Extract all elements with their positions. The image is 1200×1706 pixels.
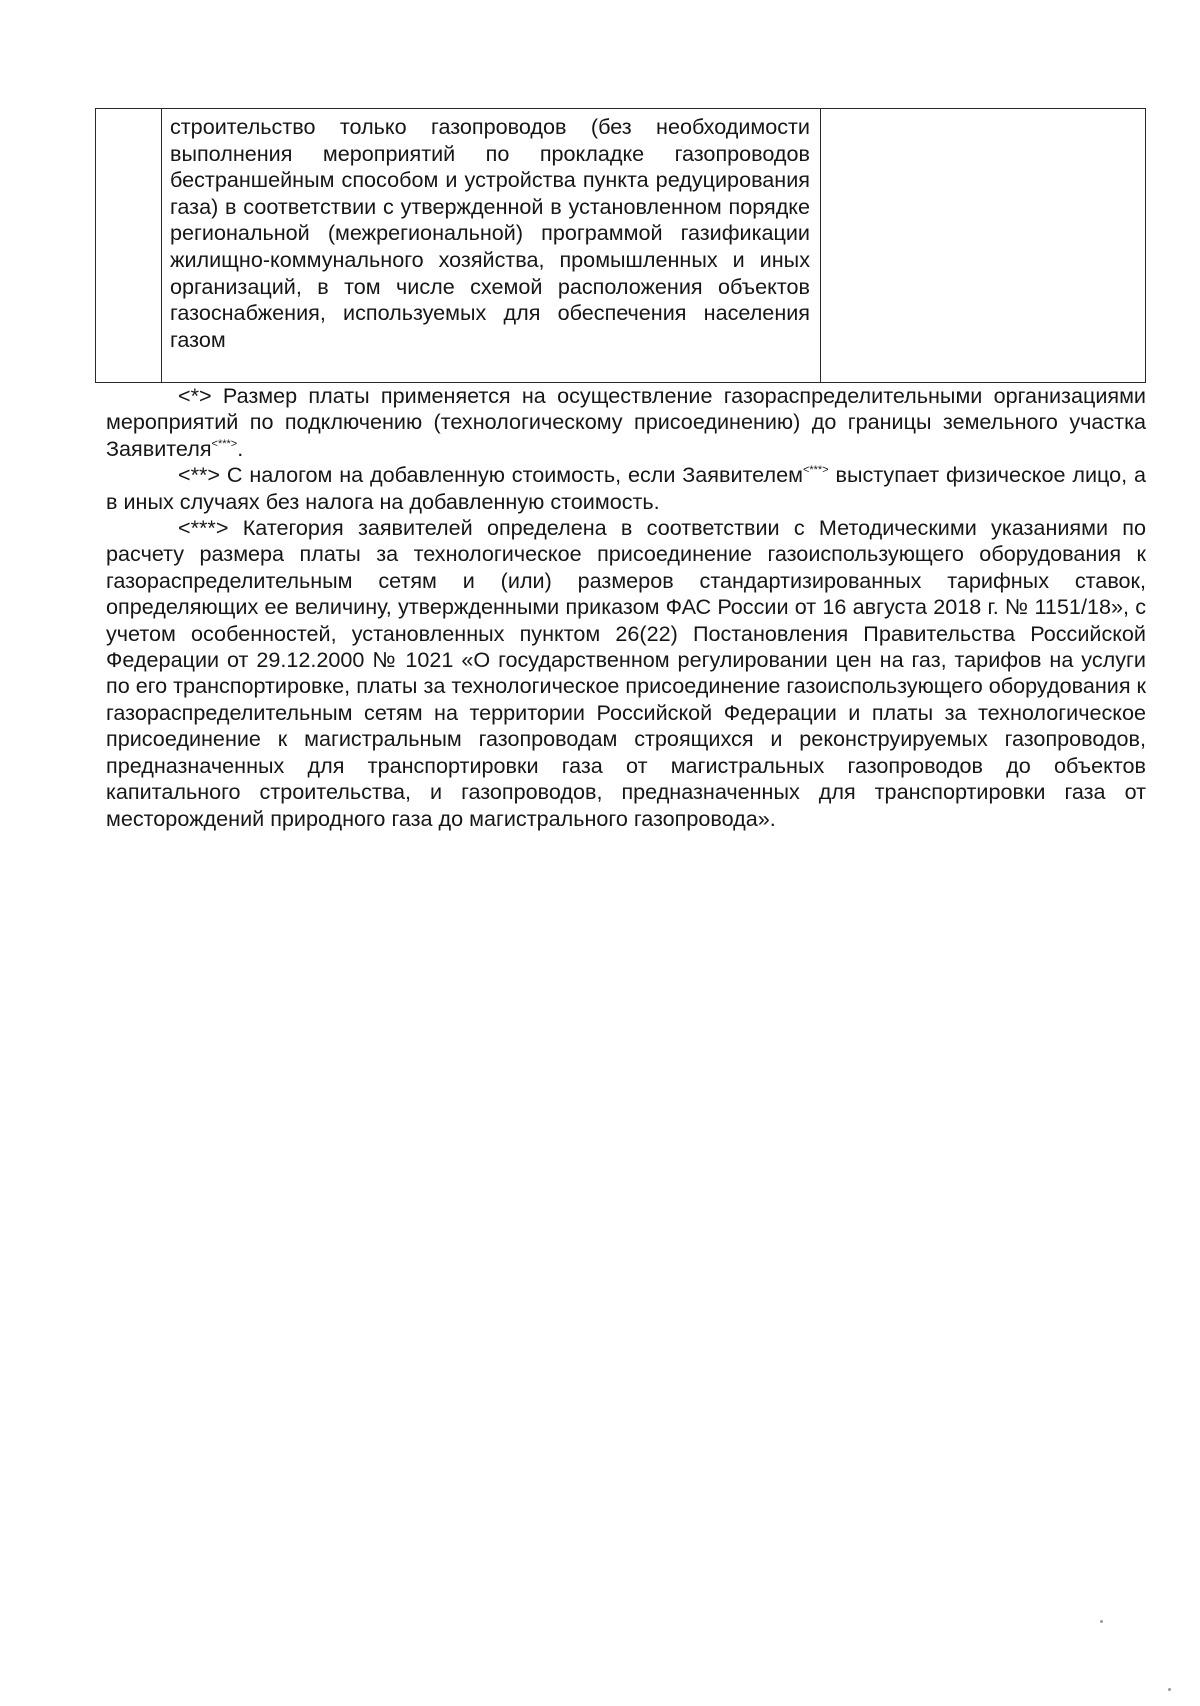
footnote-2-ref: <***> — [802, 464, 829, 477]
footnote-1-text: Размер платы применяется на осуществление газораспределительными организациями мероприятий по подключению (технологическому присоединению) до границы земельного участка Заявителя — [106, 383, 1146, 461]
scan-speck — [1100, 1620, 1103, 1623]
table-cell-value — [821, 109, 1146, 383]
footnote-2-marker: <**> — [178, 462, 221, 488]
footnote-2-text-after: выступает физическое лицо, а в иных случаях без налога на добавленную стоимость. — [106, 462, 1147, 514]
footnote-1 — [106, 383, 1146, 462]
footnote-3-text: Категория заявителей определена в соответствии с Методическими указаниями по расчету размера платы за технологическое присоединение газоиспользующего оборудования к газораспределительным сетям и (или) размеров стандартизированных тарифных ставок, определяющих ее величину, утвержденными приказом ФАС России от 16 августа 2018 г. № 1151/18», с учетом особенностей, установленных пунктом 26(22) Постановления Правительства Российской Федерации от 29.12.2000 № 1021 «О государственном регулировании цен на газ, тарифов на услуги по его транспортировке, платы за технологическое присоединение газоиспользующего оборудования к газораспределительным сетям на территории Российской Федерации и платы за технологическое присоединение к магистральным газопроводам строящихся и реконструируемых газопроводов, предназначенных для транспортировки газа от магистральных газопроводов до объектов капитального строительства, и газопроводов, предназначенных для транспортировки газа от месторождений природного газа до магистрального газопровода». — [106, 515, 1147, 831]
footnote-2 — [106, 462, 1146, 515]
footnote-2-text-before: С налогом на добавленную стоимость, если Заявителем — [226, 462, 803, 488]
footnotes — [106, 383, 1146, 832]
tariff-table-continuation — [95, 108, 1146, 383]
footnote-3-marker: <***> — [178, 515, 229, 541]
table-cell-description: строительство только газопроводов (без необходимости выполнения мероприятий по прокладке газопроводов бестраншейным способом и устройства пункта редуцирования газа) в соответствии с утвержденной в установленном порядке региональной (межрегиональной) программой газификации жилищно-коммунального хозяйства, промышленных и иных организаций, в том числе схемой расположения объектов газоснабжения, используемых для обеспечения населения газом — [162, 109, 821, 383]
footnote-1-end: . — [237, 435, 244, 461]
table-cell-number — [96, 109, 162, 383]
scan-speck — [1168, 1688, 1171, 1691]
footnote-1-marker: <*> — [178, 383, 212, 408]
footnote-3 — [106, 515, 1146, 832]
table-row — [96, 109, 1146, 383]
footnote-1-ref: <***> — [211, 437, 238, 450]
